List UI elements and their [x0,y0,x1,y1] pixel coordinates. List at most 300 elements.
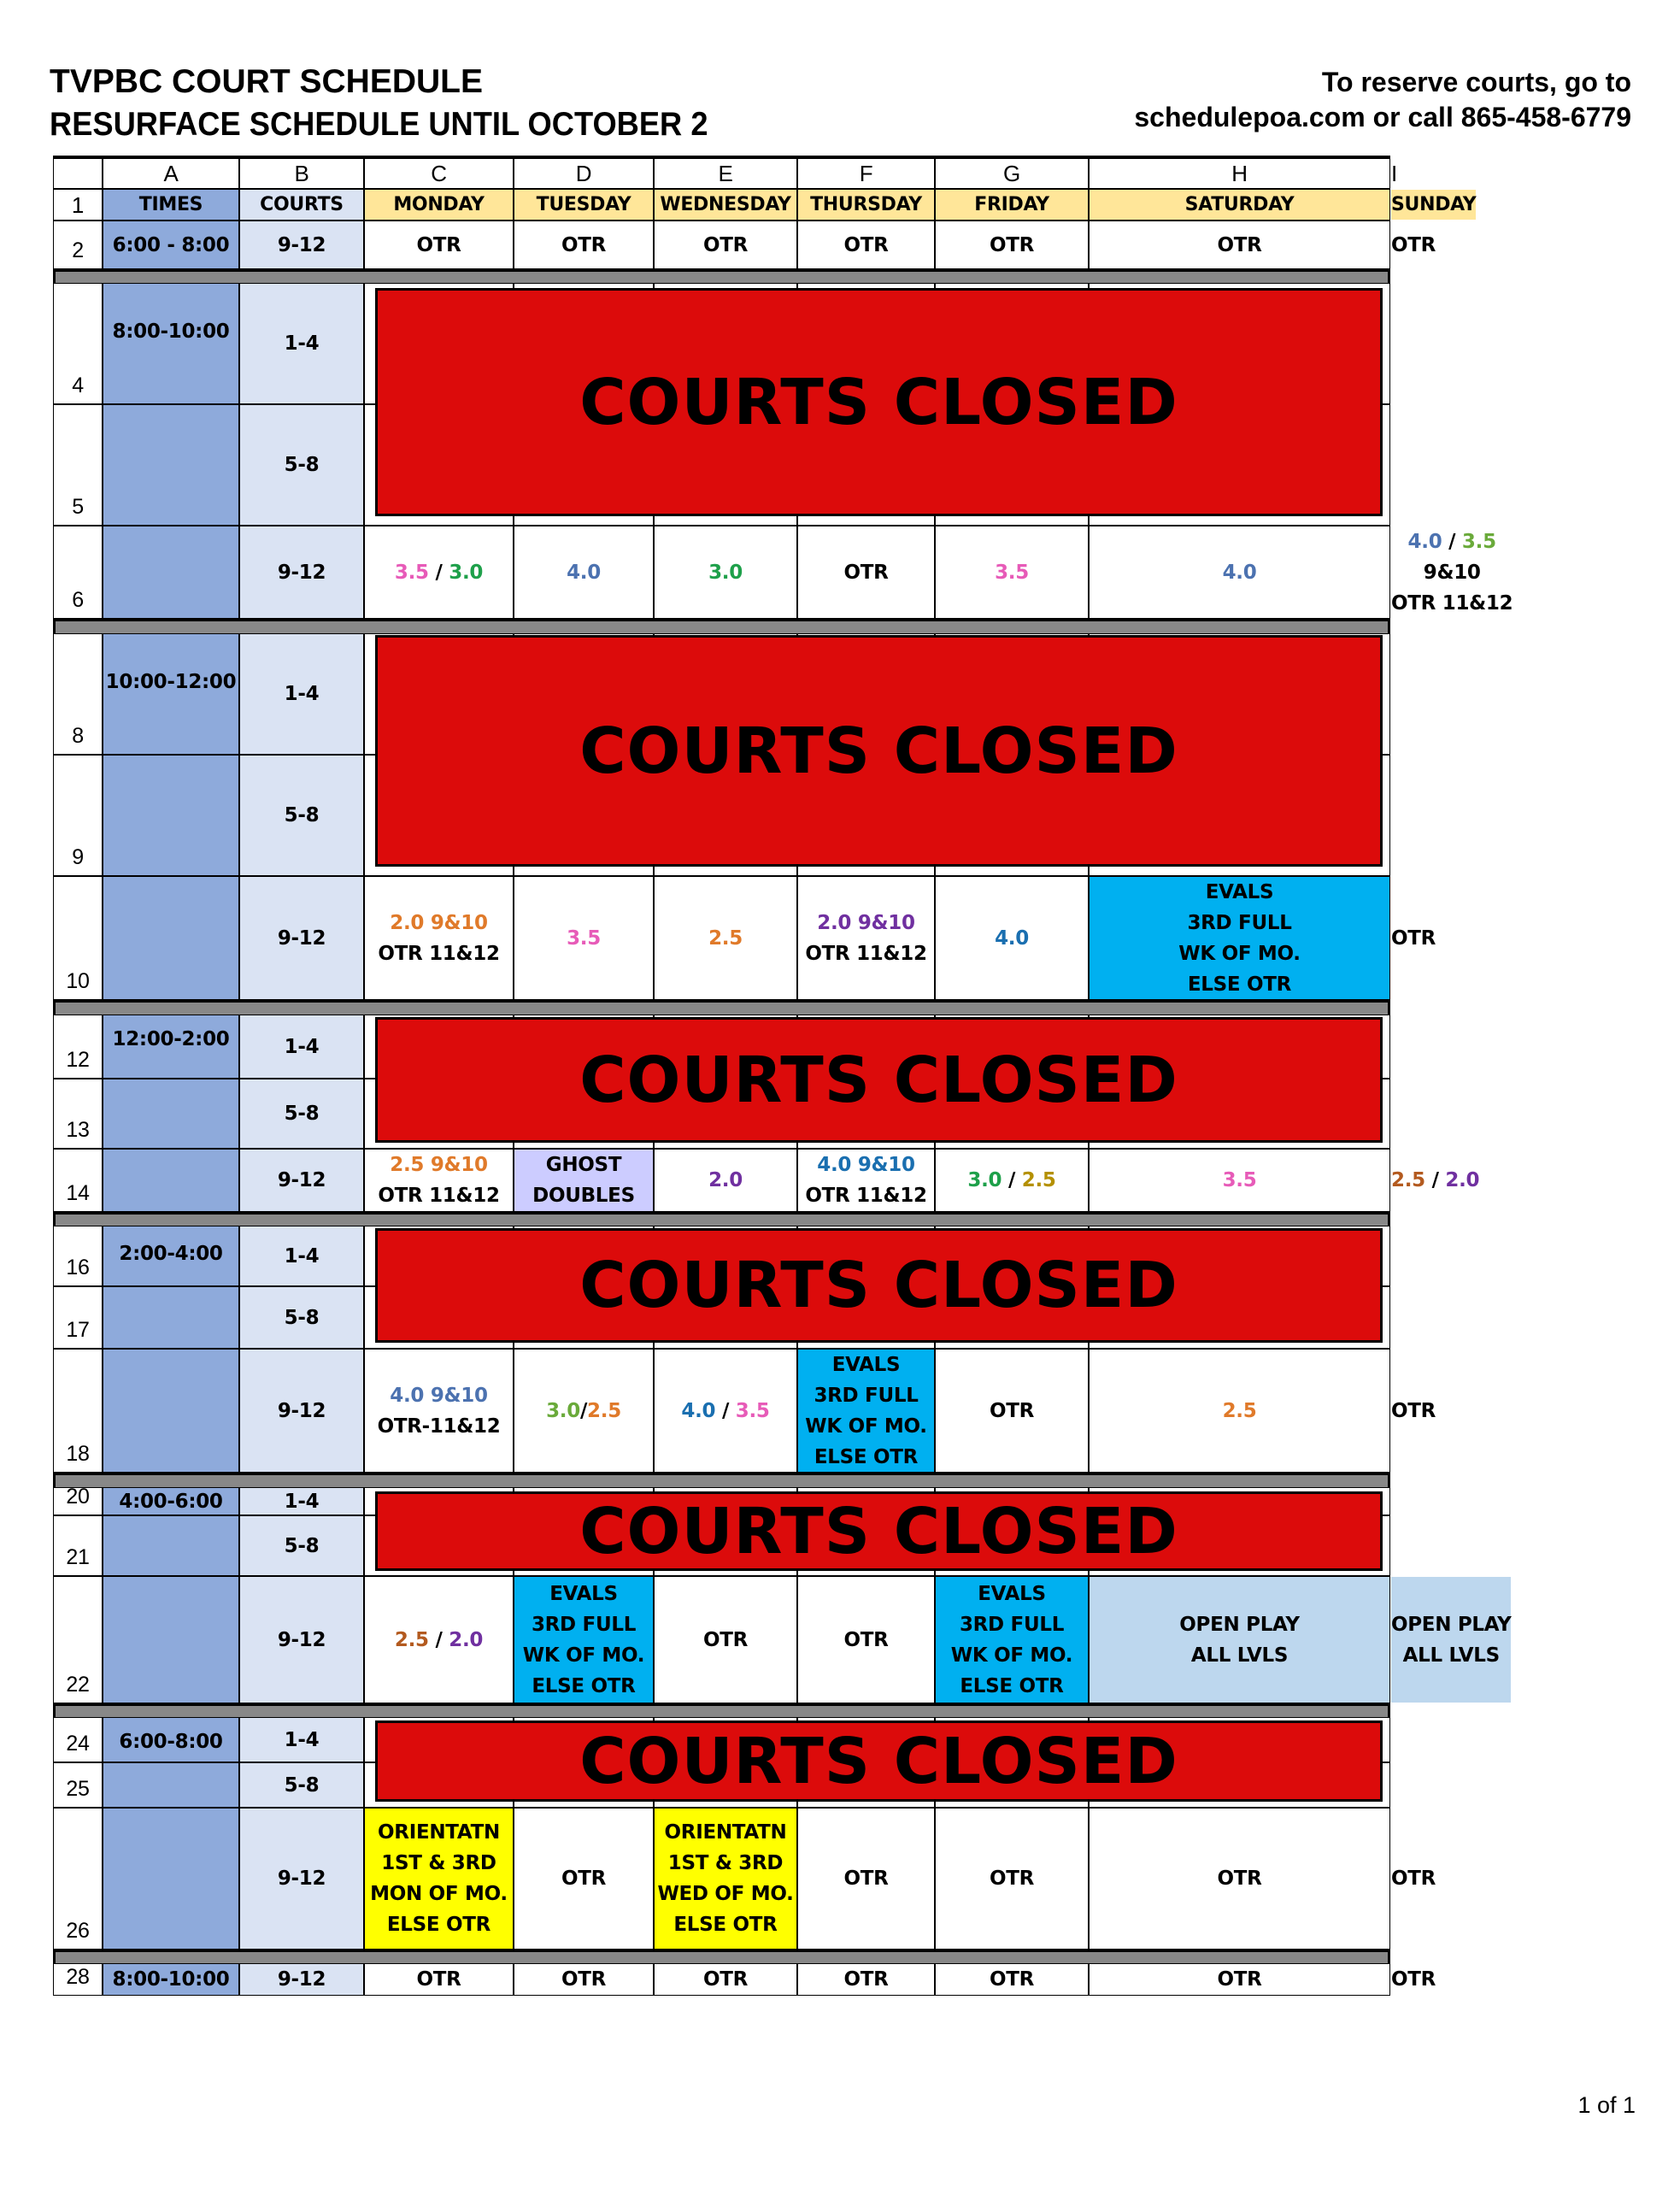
day-cell-thursday [798,1350,934,1472]
cell-line [390,908,487,938]
day-cell-tuesday [514,1150,653,1211]
schedule-entry: OTR [843,561,889,584]
section-divider [56,1215,1388,1226]
cell-line [1191,1640,1288,1671]
column-letter-text: I [1391,161,1397,186]
courts-closed-text: COURTS CLOSED [579,1494,1178,1568]
courts-label: 9-12 [277,1867,326,1890]
row-number [54,1577,102,1703]
day-cell-thursday [798,1150,934,1211]
courts-cell [240,221,363,268]
cell-line [387,1909,490,1940]
time-label: 4:00-6:00 [119,1490,223,1513]
time-label: 8:00-10:00 [112,321,230,343]
row-number [54,1287,102,1348]
column-header-text: SUNDAY [1391,193,1477,215]
day-cell-sunday [1391,1809,1436,1949]
courts-cell [240,877,363,999]
schedule-entry: 2.0 9&10 [390,911,488,934]
cell-line [1391,1165,1479,1196]
column-letter [655,159,796,188]
schedule-entry: / [715,1399,736,1422]
schedule-entry: 2.5 [1222,1399,1257,1422]
cell-line [395,1625,483,1656]
day-cell-saturday [1090,221,1389,268]
schedule-entry: 2.5 [1021,1169,1056,1191]
row-number [54,1015,102,1078]
courts-cell [240,634,363,754]
cell-line [523,1640,644,1671]
schedule-entry: OTR 11&12 [378,1185,500,1207]
courts-label: 9-12 [277,233,326,256]
row-number [54,1516,102,1575]
column-letter [240,159,363,188]
day-cell-sunday [1391,526,1513,618]
row-number [54,877,102,999]
row-number [54,1763,102,1807]
schedule-entry: OTR [843,233,889,256]
row-number-text: 1 [71,191,85,218]
schedule-entry: WK OF MO. [805,1415,927,1438]
schedule-entry: 2.5 [1391,1169,1425,1191]
column-header-saturday [1090,190,1389,220]
cell-line [990,1396,1034,1426]
courts-closed-text: COURTS CLOSED [579,1249,1178,1322]
cell-line [567,923,601,954]
schedule-entry: ELSE OTR [386,1914,491,1936]
column-header-times [103,190,238,220]
time-cell [103,1488,238,1515]
courts-label: 9-12 [277,1968,326,1991]
day-cell-friday [936,1809,1088,1949]
schedule-entry: ELSE OTR [532,1674,636,1697]
courts-cell [240,1150,363,1211]
day-cell-monday [365,1809,513,1949]
time-cell [103,1763,238,1807]
day-cell-sunday [1391,1964,1436,1995]
schedule-entry: 3.5 [394,561,429,584]
time-label: 2:00-4:00 [119,1243,223,1265]
courts-cell [240,405,363,525]
cell-line [546,1150,621,1180]
schedule-entry: OTR [702,1628,749,1651]
cell-line [1408,526,1496,557]
column-header-text: SATURDAY [1184,193,1295,215]
courts-cell [240,1287,363,1348]
cell-line [1391,230,1436,261]
courts-cell [240,1718,363,1762]
schedule-entry: OTR [989,1867,1035,1890]
cell-line [703,230,748,261]
courts-label: 9-12 [277,926,326,950]
cell-line [1223,1165,1257,1196]
courts-cell [240,1516,363,1575]
row-number-text: 16 [66,1256,90,1279]
time-cell [103,405,238,525]
time-cell [103,221,238,268]
row-number-text: 10 [66,969,90,993]
cell-line [567,557,601,588]
schedule-entry: 3.5 [567,926,601,950]
cell-line [990,1863,1034,1894]
time-label: 6:00 - 8:00 [112,233,230,256]
courts-label: 9-12 [277,561,326,584]
section-divider [56,1475,1388,1487]
courts-label: 9-12 [277,1628,326,1651]
row-number-text: 8 [72,724,84,748]
cell-line [805,938,926,969]
schedule-entry: OTR 11&12 [378,942,500,965]
schedule-entry: MON OF MO. [370,1883,508,1905]
cell-line [951,1640,1072,1671]
cell-line [1391,1396,1436,1426]
day-cell-tuesday [514,1577,653,1703]
schedule-entry: / [1002,1169,1022,1191]
cell-line [665,1817,787,1848]
day-cell-friday [936,877,1088,999]
reserve-info-line2: schedulepoa.com or call 865-458-6779 [1134,102,1631,132]
day-cell-monday [365,877,513,999]
schedule-entry: 2.5 [394,1628,429,1651]
cell-line [967,1165,1055,1196]
cell-line [1424,557,1481,588]
courts-closed-banner [375,1017,1383,1143]
courts-label: 1-4 [284,1035,320,1058]
schedule-entry: EVALS [978,1582,1046,1605]
column-header-text: WEDNESDAY [660,193,791,215]
cell-line [668,1848,783,1879]
day-cell-sunday [1391,1577,1511,1703]
day-cell-thursday [798,1809,934,1949]
cell-line [843,1964,888,1995]
day-cell-thursday [798,221,934,268]
column-letter-text: F [859,161,873,186]
schedule-entry: EVALS [831,1353,901,1376]
column-letter [798,159,934,188]
courts-cell [240,1577,363,1703]
day-cell-wednesday [655,1809,796,1949]
column-letter-text: G [1003,161,1020,186]
cell-line [381,1848,496,1879]
cell-line [805,1411,926,1442]
schedule-entry: ELSE OTR [673,1914,778,1936]
day-cell-sunday [1391,1350,1436,1472]
row-number-text: 21 [66,1545,90,1569]
schedule-entry: OTR [843,1867,889,1890]
day-cell-wednesday [655,1150,796,1211]
courts-cell [240,1964,363,1995]
time-cell [103,1079,238,1148]
time-cell [103,1809,238,1949]
schedule-entry: OPEN PLAY [1179,1613,1300,1636]
schedule-entry: OTR 11&12 [805,1185,927,1207]
day-cell-thursday [798,526,934,618]
schedule-entry: EVALS [549,1582,618,1605]
cell-line [1178,938,1300,969]
cell-line [1206,877,1273,908]
time-label: 12:00-2:00 [112,1028,230,1050]
schedule-entry: ALL LVLS [1402,1644,1500,1667]
courts-closed-banner [375,1491,1383,1571]
cell-line [990,1964,1034,1995]
cell-line [1223,1396,1257,1426]
column-header-tuesday [514,190,653,220]
courts-label: 5-8 [284,1773,320,1797]
schedule-entry: OTR 11&12 [1391,591,1513,615]
day-cell-monday [365,1964,513,1995]
courts-label: 5-8 [284,1534,320,1557]
courts-closed-text: COURTS CLOSED [579,1724,1178,1798]
column-header-text: TUESDAY [536,193,631,215]
time-cell [103,526,238,618]
courts-cell [240,1226,363,1285]
schedule-entry: GHOST [545,1154,622,1176]
schedule-entry: ALL LVLS [1190,1644,1289,1667]
time-cell [103,634,238,754]
cell-line [1187,908,1291,938]
cell-line [703,1625,748,1656]
cell-line [390,1150,487,1180]
day-cell-tuesday [514,526,653,618]
day-cell-friday [936,1964,1088,1995]
schedule-entry: OTR [702,1968,749,1991]
courts-closed-banner [375,635,1383,867]
cell-line [990,230,1034,261]
cell-line [1179,1609,1299,1640]
cell-line [843,557,888,588]
time-cell [103,1964,238,1995]
schedule-entry: OTR [1391,1867,1436,1890]
column-header-wednesday [655,190,796,220]
column-letter [936,159,1088,188]
schedule-entry: OTR [989,233,1035,256]
schedule-entry: 3.0 [449,561,484,584]
cell-line [817,1150,914,1180]
row-number [54,1964,102,1995]
column-header-sunday [1391,190,1476,220]
schedule-entry: DOUBLES [532,1185,635,1207]
schedule-entry: 9&10 [1423,561,1481,584]
cell-line [1391,1964,1436,1995]
schedule-entry: OTR 11&12 [805,942,927,965]
schedule-entry: ELSE OTR [1187,973,1292,996]
day-cell-monday [365,1350,513,1472]
schedule-entry: 3.5 [995,561,1029,584]
cell-line [561,1964,606,1995]
cell-line [995,557,1029,588]
time-cell [103,1015,238,1078]
row-number-text: 25 [66,1777,90,1801]
cell-line [960,1609,1064,1640]
cell-line [657,1879,793,1909]
cell-line [561,230,606,261]
cell-line [532,1671,635,1702]
schedule-entry: OTR [989,1399,1035,1422]
section-divider [56,621,1388,633]
day-cell-sunday [1391,221,1436,268]
courts-cell [240,1350,363,1472]
courts-label: 1-4 [284,1244,320,1268]
column-letter-text: B [294,161,309,186]
row-number [54,284,102,403]
courts-label: 5-8 [284,804,320,826]
courts-closed-banner [375,1228,1383,1343]
schedule-entry: OTR [1391,233,1436,256]
schedule-entry: OTR [843,1968,889,1991]
day-cell-tuesday [514,1809,653,1949]
day-cell-thursday [798,1577,934,1703]
schedule-entry: ELSE OTR [814,1445,919,1468]
section-divider [56,1706,1388,1717]
schedule-entry: EVALS [1205,880,1274,903]
schedule-entry: 3RD FULL [1187,911,1292,934]
row-number-text: 4 [72,373,84,397]
schedule-entry: OTR [702,233,749,256]
time-label: 8:00-10:00 [112,1968,230,1991]
schedule-entry: 2.5 [587,1399,621,1422]
day-cell-saturday [1090,1809,1389,1949]
time-cell [103,877,238,999]
time-cell [103,1150,238,1211]
cell-line [708,557,743,588]
schedule-entry: WK OF MO. [1178,942,1301,965]
row-number [54,1718,102,1762]
row-number [54,405,102,525]
schedule-entry: 4.0 9&10 [390,1384,488,1407]
day-cell-monday [365,221,513,268]
section-divider [56,1952,1388,1963]
schedule-entry: 2.0 [449,1628,484,1651]
courts-closed-text: COURTS CLOSED [579,1043,1178,1117]
column-letter [1391,159,1397,188]
cell-line [1391,1863,1436,1894]
day-cell-monday [365,526,513,618]
courts-cell [240,1488,363,1515]
cell-line [814,1380,918,1411]
courts-label: 5-8 [284,1103,320,1125]
day-cell-tuesday [514,877,653,999]
row-number-text: 9 [72,845,84,869]
cell-line [416,1964,461,1995]
cell-line [814,1442,918,1473]
row-number [54,1079,102,1148]
day-cell-wednesday [655,877,796,999]
day-cell-wednesday [655,526,796,618]
cell-line [1188,969,1291,1000]
day-cell-thursday [798,877,934,999]
day-cell-saturday [1090,1350,1389,1472]
schedule-entry: OTR [989,1968,1035,1991]
page-number: 1 of 1 [1577,2092,1636,2118]
column-letter-text: E [718,161,733,186]
courts-label: 5-8 [284,454,320,476]
schedule-entry: OPEN PLAY [1391,1613,1512,1636]
day-cell-saturday [1090,1964,1389,1995]
cell-line [673,1909,777,1940]
courts-cell [240,1809,363,1949]
row-number-text: 12 [66,1048,90,1072]
column-header-text: THURSDAY [810,193,922,215]
cell-line [832,1350,900,1380]
cell-line [805,1180,926,1211]
schedule-entry: 2.5 9&10 [390,1154,488,1176]
row-number-text: 14 [66,1181,90,1205]
schedule-entry: 2.0 9&10 [817,911,915,934]
row-number-text: 26 [66,1919,90,1943]
schedule-entry: 1ST & 3RD [381,1852,496,1874]
schedule-entry: 3.0 [708,561,743,584]
schedule-entry: ORIENTATN [378,1821,500,1844]
reserve-info-line1: To reserve courts, go to [1321,67,1631,97]
cell-line [561,1863,606,1894]
column-header-courts [240,190,363,220]
time-cell [103,1350,238,1472]
schedule-entry: 4.0 [1222,561,1257,584]
day-cell-friday [936,1350,1088,1472]
column-header-text: FRIDAY [974,193,1049,215]
day-cell-saturday [1090,1150,1389,1211]
schedule-entry: 3.5 [1461,530,1496,553]
column-letter-text: D [575,161,592,186]
page-title: TVPBC COURT SCHEDULE [50,63,484,100]
courts-closed-text: COURTS CLOSED [579,365,1178,439]
column-letter [365,159,513,188]
cell-line [532,1180,635,1211]
cell-line [708,923,743,954]
row-number [54,190,102,220]
day-cell-friday [936,526,1088,618]
cell-line [416,230,461,261]
schedule-entry: 4.0 [1407,530,1442,553]
courts-label: 1-4 [284,1490,320,1513]
row-number-text: 22 [66,1673,90,1697]
time-label: 6:00-8:00 [119,1731,223,1753]
schedule-entry: 2.0 [708,1169,743,1191]
day-cell-saturday [1090,877,1389,999]
schedule-entry: 3RD FULL [531,1613,637,1636]
courts-label: 1-4 [284,683,320,705]
day-cell-wednesday [655,1350,796,1472]
courts-cell [240,526,363,618]
day-cell-monday [365,1150,513,1211]
day-cell-friday [936,1577,1088,1703]
cell-line [1217,230,1261,261]
schedule-entry: 4.0 [567,561,601,584]
schedule-entry: WED OF MO. [657,1883,794,1905]
courts-label: 1-4 [284,1728,320,1751]
time-cell [103,1287,238,1348]
schedule-entry: ELSE OTR [960,1674,1064,1697]
cell-line [960,1671,1063,1702]
cell-line [532,1609,636,1640]
day-cell-friday [936,221,1088,268]
courts-cell [240,1015,363,1078]
row-number-text: 17 [66,1318,90,1342]
cell-line [378,1411,501,1442]
schedule-entry: OTR [1391,1968,1436,1991]
time-cell [103,756,238,875]
day-cell-tuesday [514,221,653,268]
schedule-entry: OTR [1217,1867,1262,1890]
cell-line [708,1165,743,1196]
cell-line [843,1863,888,1894]
row-number-text: 18 [66,1442,90,1466]
courts-cell [240,284,363,403]
cell-line [1391,588,1513,619]
row-number-text: 2 [72,238,84,262]
row-number-text: 5 [72,495,84,519]
schedule-entry: / [1442,530,1462,553]
